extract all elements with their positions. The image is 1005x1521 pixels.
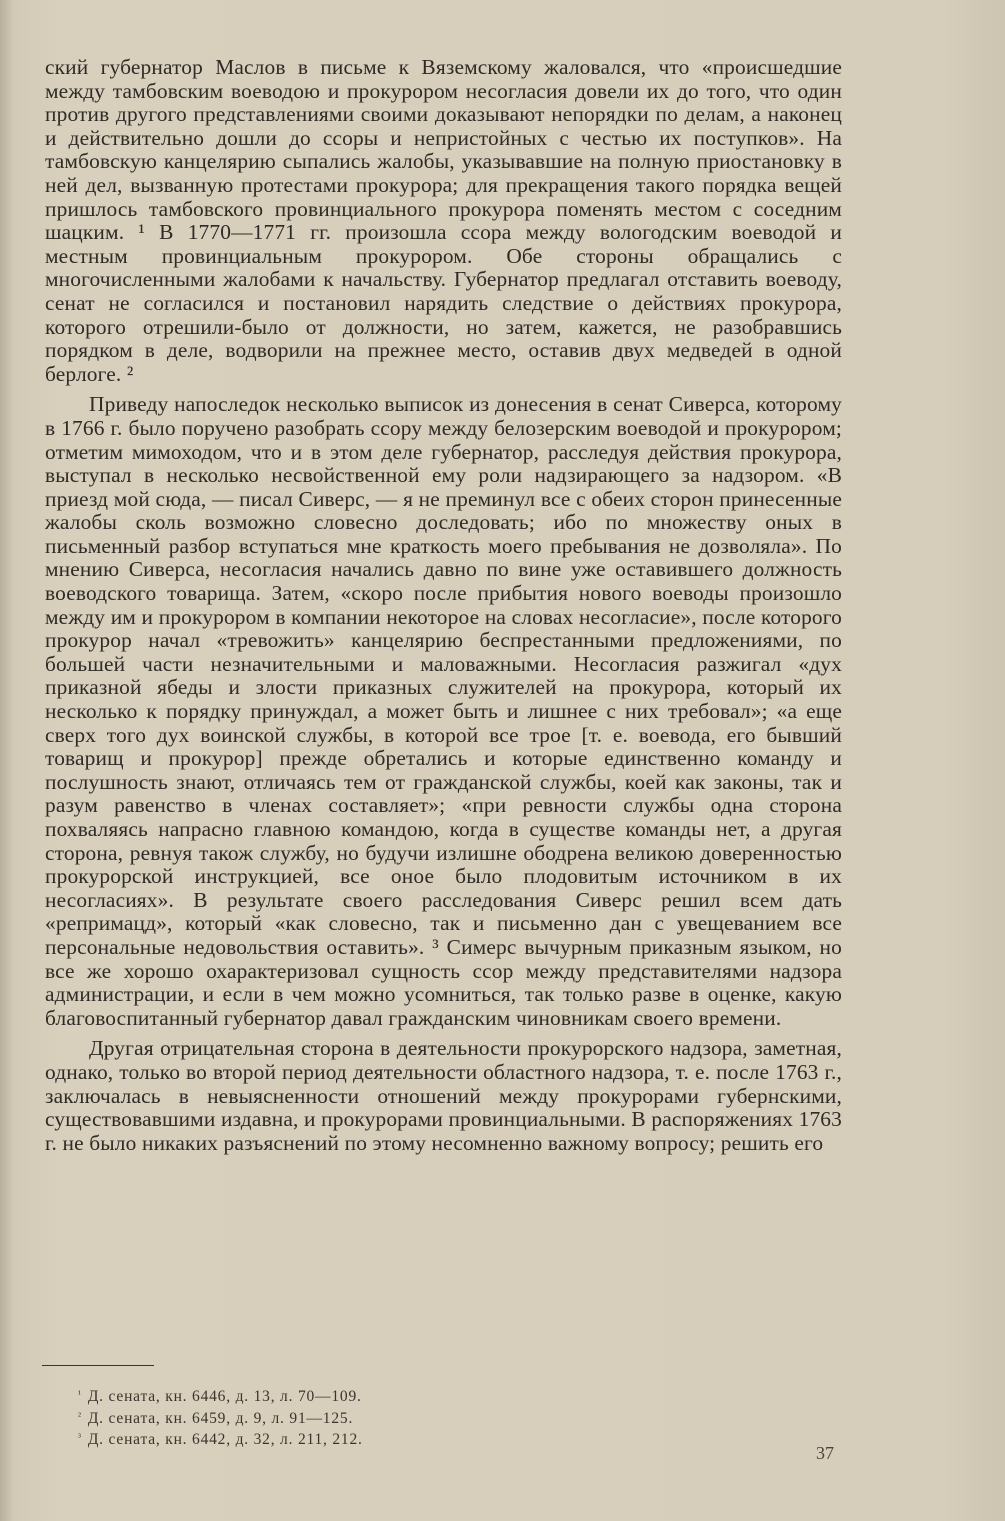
- body-text: [45, 56, 842, 1162]
- footnote-mark: ³: [78, 1432, 82, 1443]
- footnotes: [78, 1385, 578, 1450]
- paragraph-3: Другая отрицательная сторона в деятельности прокурорского надзора, заметная, однако, только во второй период деятельности областного надзора, т. е. после 1763 г., заключалась в невыясненности отношений между прокурорами губернскими, существовавшими издавна, и прокурорами провинциальными. В распоряжениях 1763 г. не было никаких разъяснений по этому несомненно важному вопросу; решить его: [45, 1036, 842, 1155]
- paragraph-1: ский губернатор Маслов в письме к Вяземскому жаловался, что «происшедшие между тамбовским воеводою и прокурором несогласия довели их до того, что один против другого представлениями своими доказывают непорядки по делам, а наконец и действительно дошли до ссоры и непристойных с честью их поступков». На тамбовскую канцелярию сыпались жалобы, указывавшие на полную приостановку в ней дел, вызванную протестами прокурора; для прекращения такого порядка вещей пришлось тамбовского провинциального прокурора поменять местом с соседним шацким. ¹ В 1770—1771 гг. произошла ссора между вологодским воеводой и местным провинциальным прокурором. Обе стороны обращались с многочисленными жалобами к начальству. Губернатор предлагал отставить воеводу, сенат не согласился и постановил нарядить следствие о действиях прокурора, которого отрешили-было от должности, но затем, кажется, не разобравшись порядком в деле, водворили на прежнее место, оставив двух медведей в одной берлоге. ²: [45, 55, 842, 386]
- footnote-text: Д. сената, кн. 6446, д. 13, л. 70—109.: [87, 1388, 362, 1405]
- paragraph-2: Приведу напоследок несколько выписок из донесения в сенат Сиверса, которому в 1766 г. было поручено разобрать ссору между белозерским воеводой и прокурором; отметим мимоходом, что и в этом деле губернатор, расследуя действия прокурора, выступал в несколько несвойственной ему роли надзирающего за надзором. «В приезд мой сюда, — писал Сиверс, — я не преминул все с обеих сторон принесенные жалобы сколь возможно словесно доследовать; ибо по множеству оных в письменный разбор вступаться мне краткость моего пребывания не дозволяла». По мнению Сиверса, несогласия начались давно по вине уже оставившего должность воеводского товарища. Затем, «скоро после прибытия нового воеводы произошло между им и прокурором в компании некоторое на словах несогласие», после которого прокурор начал «тревожить» канцелярию беспрестанными предложениями, по большей части незначительными и маловажными. Несогласия разжигал «дух приказной ябеды и злости приказных служителей на прокурора, который их несколько к порядку принуждал, а может быть и лишнее с них требовал»; «а еще сверх того дух воинской службы, в которой все трое [т. е. воевода, его бывший товарищ и прокурор] прежде обретались и которые единственно команду и послушность знают, отличаясь тем от гражданской службы, коей как законы, так и разум равенство в членах составляет»; «при ревности службы одна сторона похваляясь напрасно главною командою, когда в существе команды нет, а другая сторона, ревнуя також службу, но будучи излишне ободрена великою доверенностью прокурорской инструкцией, все оное было плодовитым источником в их несогласиях». В результате своего расследования Сиверс решил всем дать «репримацд», который «как словесно, так и письменно дан с увещеванием все персональные недовольствия оставить». ³ Симерс вычурным приказным языком, но все же хорошо охарактеризовал сущность ссор между представителями надзора администрации, и если в чем можно усомниться, так только разве в оценке, какую благовоспитанный губернатор давал гражданским чиновникам своего времени.: [45, 392, 842, 1030]
- footnote-text: Д. сената, кн. 6459, д. 9, л. 91—125.: [87, 1409, 354, 1427]
- footnote-3: [78, 1428, 578, 1450]
- footnote-mark: ²: [78, 1410, 82, 1422]
- footnote-2: [78, 1407, 578, 1429]
- footnote-1: [78, 1385, 578, 1407]
- page-number: 37: [816, 1443, 834, 1463]
- footnote-text: Д. сената, кн. 6442, д. 32, л. 211, 212.: [87, 1431, 363, 1448]
- footnote-mark: ¹: [78, 1389, 82, 1400]
- footnote-divider: [42, 1365, 154, 1366]
